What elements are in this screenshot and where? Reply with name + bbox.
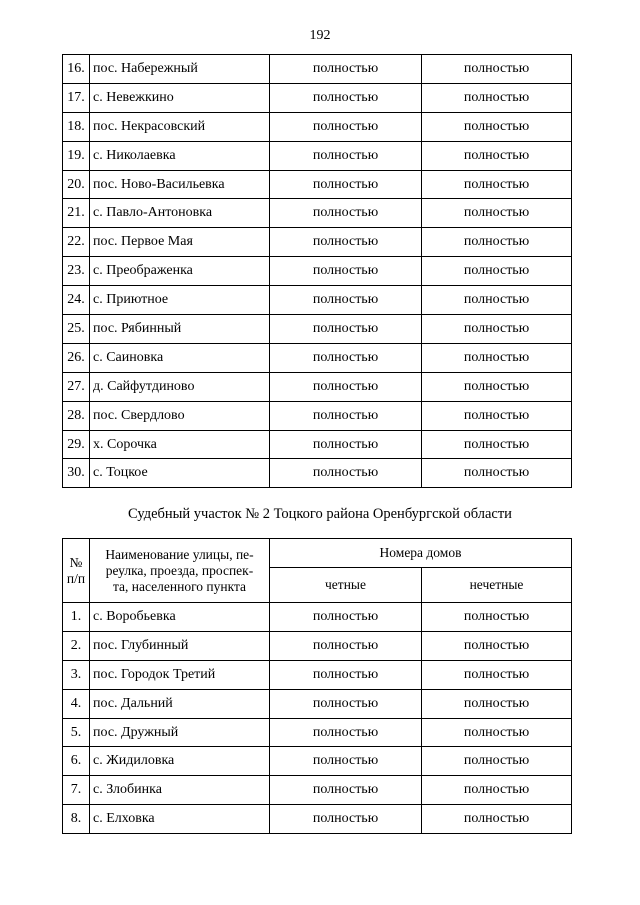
table-row bbox=[63, 430, 572, 459]
even-houses: полностью bbox=[270, 631, 422, 660]
settlement-name: пос. Городок Третий bbox=[90, 660, 270, 689]
row-number: 25. bbox=[63, 315, 90, 344]
table-row bbox=[63, 718, 572, 747]
settlement-name: пос. Дружный bbox=[90, 718, 270, 747]
row-number: 30. bbox=[63, 459, 90, 488]
table-row bbox=[63, 343, 572, 372]
even-houses: полностью bbox=[270, 603, 422, 632]
row-number: 27. bbox=[63, 372, 90, 401]
settlement-name: пос. Рябинный bbox=[90, 315, 270, 344]
settlement-name: с. Павло-Антоновка bbox=[90, 199, 270, 228]
table-row bbox=[63, 83, 572, 112]
even-houses: полностью bbox=[270, 199, 422, 228]
odd-houses: полностью bbox=[422, 776, 572, 805]
settlement-name: пос. Первое Мая bbox=[90, 228, 270, 257]
settlement-name: с. Приютное bbox=[90, 286, 270, 315]
table-row bbox=[63, 401, 572, 430]
row-number: 6. bbox=[63, 747, 90, 776]
settlement-name: с. Злобинка bbox=[90, 776, 270, 805]
settlement-name: пос. Глубинный bbox=[90, 631, 270, 660]
odd-houses: полностью bbox=[422, 430, 572, 459]
row-number: 16. bbox=[63, 55, 90, 84]
settlement-name: с. Воробьевка bbox=[90, 603, 270, 632]
odd-houses: полностью bbox=[422, 459, 572, 488]
even-houses: полностью bbox=[270, 459, 422, 488]
row-number: 4. bbox=[63, 689, 90, 718]
even-houses: полностью bbox=[270, 257, 422, 286]
odd-houses: полностью bbox=[422, 83, 572, 112]
even-houses: полностью bbox=[270, 55, 422, 84]
odd-houses: полностью bbox=[422, 805, 572, 834]
row-number: 19. bbox=[63, 141, 90, 170]
odd-houses: полностью bbox=[422, 141, 572, 170]
settlement-name: пос. Дальний bbox=[90, 689, 270, 718]
even-houses: полностью bbox=[270, 747, 422, 776]
table-row bbox=[63, 689, 572, 718]
settlement-name: х. Сорочка bbox=[90, 430, 270, 459]
table-row bbox=[63, 603, 572, 632]
even-houses: полностью bbox=[270, 776, 422, 805]
even-houses: полностью bbox=[270, 141, 422, 170]
odd-houses: полностью bbox=[422, 343, 572, 372]
settlement-name: с. Елховка bbox=[90, 805, 270, 834]
odd-houses: полностью bbox=[422, 199, 572, 228]
table-row bbox=[63, 170, 572, 199]
row-number: 1. bbox=[63, 603, 90, 632]
table1-body bbox=[63, 55, 572, 488]
table-row bbox=[63, 776, 572, 805]
even-houses: полностью bbox=[270, 83, 422, 112]
settlements-table-continued bbox=[62, 54, 572, 488]
even-houses: полностью bbox=[270, 315, 422, 344]
even-houses: полностью bbox=[270, 286, 422, 315]
row-number: 24. bbox=[63, 286, 90, 315]
settlement-name: пос. Некрасовский bbox=[90, 112, 270, 141]
odd-houses: полностью bbox=[422, 631, 572, 660]
odd-houses: полностью bbox=[422, 660, 572, 689]
row-number: 28. bbox=[63, 401, 90, 430]
odd-houses: полностью bbox=[422, 257, 572, 286]
table-row bbox=[63, 372, 572, 401]
header-odd: нечетные bbox=[422, 568, 572, 603]
row-number: 21. bbox=[63, 199, 90, 228]
odd-houses: полностью bbox=[422, 747, 572, 776]
row-number: 26. bbox=[63, 343, 90, 372]
table-row bbox=[63, 805, 572, 834]
table-row bbox=[63, 199, 572, 228]
settlement-name: с. Николаевка bbox=[90, 141, 270, 170]
odd-houses: полностью bbox=[422, 112, 572, 141]
header-house-numbers: Номера домов bbox=[270, 539, 572, 568]
even-houses: полностью bbox=[270, 805, 422, 834]
page-number: 192 bbox=[309, 28, 331, 43]
settlement-name: с. Жидиловка bbox=[90, 747, 270, 776]
settlement-name: пос. Свердлово bbox=[90, 401, 270, 430]
table-row bbox=[63, 459, 572, 488]
row-number: 23. bbox=[63, 257, 90, 286]
odd-houses: полностью bbox=[422, 372, 572, 401]
table-row bbox=[63, 228, 572, 257]
row-number: 2. bbox=[63, 631, 90, 660]
row-number: 22. bbox=[63, 228, 90, 257]
odd-houses: полностью bbox=[422, 170, 572, 199]
header-even: четные bbox=[270, 568, 422, 603]
even-houses: полностью bbox=[270, 689, 422, 718]
settlement-name: пос. Ново-Васильевка bbox=[90, 170, 270, 199]
table-row bbox=[63, 112, 572, 141]
row-number: 18. bbox=[63, 112, 90, 141]
even-houses: полностью bbox=[270, 228, 422, 257]
header-number: № п/п bbox=[63, 539, 90, 603]
settlement-name: д. Сайфутдиново bbox=[90, 372, 270, 401]
table-row bbox=[63, 631, 572, 660]
settlement-name: с. Преображенка bbox=[90, 257, 270, 286]
row-number: 8. bbox=[63, 805, 90, 834]
table2-body bbox=[63, 603, 572, 834]
row-number: 29. bbox=[63, 430, 90, 459]
settlement-name: с. Саиновка bbox=[90, 343, 270, 372]
table-row bbox=[63, 286, 572, 315]
odd-houses: полностью bbox=[422, 603, 572, 632]
even-houses: полностью bbox=[270, 372, 422, 401]
table-row bbox=[63, 747, 572, 776]
even-houses: полностью bbox=[270, 401, 422, 430]
even-houses: полностью bbox=[270, 718, 422, 747]
odd-houses: полностью bbox=[422, 55, 572, 84]
table-row bbox=[63, 257, 572, 286]
settlement-name: с. Невежкино bbox=[90, 83, 270, 112]
table-row bbox=[63, 660, 572, 689]
table-row bbox=[63, 141, 572, 170]
odd-houses: полностью bbox=[422, 689, 572, 718]
odd-houses: полностью bbox=[422, 401, 572, 430]
even-houses: полностью bbox=[270, 343, 422, 372]
row-number: 5. bbox=[63, 718, 90, 747]
section-title: Судебный участок № 2 Тоцкого района Оренбургской области bbox=[128, 506, 512, 522]
settlement-name: пос. Набережный bbox=[90, 55, 270, 84]
odd-houses: полностью bbox=[422, 228, 572, 257]
table2-header bbox=[63, 539, 572, 603]
table-row bbox=[63, 315, 572, 344]
table-row bbox=[63, 55, 572, 84]
court-district-2-table bbox=[62, 538, 572, 834]
odd-houses: полностью bbox=[422, 315, 572, 344]
header-name: Наименование улицы, пе- реулка, проезда, проспек- та, населенного пункта bbox=[90, 539, 270, 603]
even-houses: полностью bbox=[270, 112, 422, 141]
odd-houses: полностью bbox=[422, 718, 572, 747]
even-houses: полностью bbox=[270, 660, 422, 689]
row-number: 7. bbox=[63, 776, 90, 805]
row-number: 3. bbox=[63, 660, 90, 689]
row-number: 20. bbox=[63, 170, 90, 199]
even-houses: полностью bbox=[270, 170, 422, 199]
row-number: 17. bbox=[63, 83, 90, 112]
settlement-name: с. Тоцкое bbox=[90, 459, 270, 488]
even-houses: полностью bbox=[270, 430, 422, 459]
odd-houses: полностью bbox=[422, 286, 572, 315]
